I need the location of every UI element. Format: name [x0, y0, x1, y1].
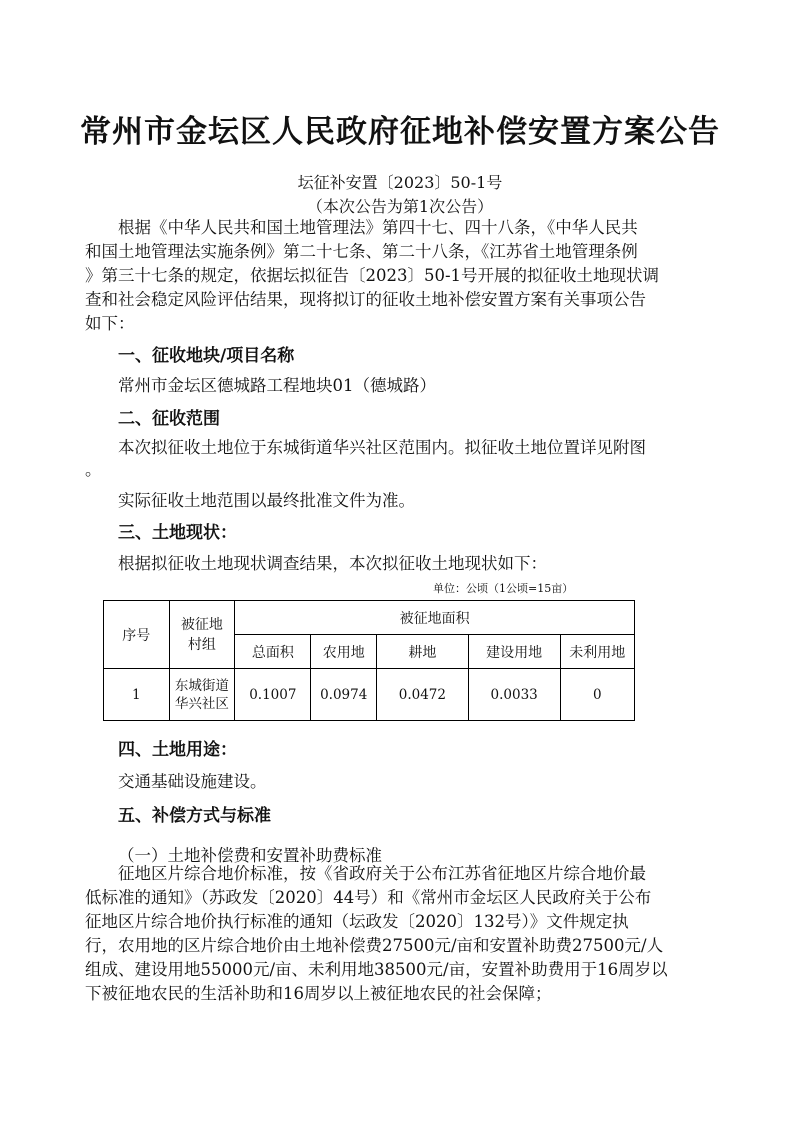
intro-line: 查和社会稳定风险评估结果，现将拟订的征收土地补偿安置方案有关事项公告 — [85, 290, 646, 309]
intro-line: 和国土地管理法实施条例》第二十七条、第二十八条，《江苏省土地管理条例 — [85, 242, 638, 261]
compensation-line: 低标准的通知》（苏政发〔2020〕44号）和《常州市金坛区人民政府关于公布 — [85, 888, 652, 907]
land-use-text: 交通基础设施建设。 — [118, 772, 267, 791]
unit-note: 单位：公顷（1公顷=15亩） — [433, 582, 574, 595]
page-title: 常州市金坛区人民政府征地补偿安置方案公告 — [80, 114, 720, 150]
header-cultivated: 耕地 — [376, 635, 468, 669]
intro-line: 如下： — [85, 314, 135, 333]
table-row — [104, 669, 635, 721]
scope-text-line: 。 — [85, 460, 102, 479]
header-total-area: 总面积 — [235, 635, 311, 669]
cell-construction: 0.0033 — [468, 669, 560, 721]
status-intro: 根据拟征收土地现状调查结果，本次拟征收土地现状如下： — [118, 554, 547, 573]
notice-count: （本次公告为第1次公告） — [306, 197, 494, 216]
compensation-line: 征地区片综合地价标准，按《省政府关于公布江苏省征地区片综合地价最 — [118, 864, 646, 883]
section-heading-1: 一、征收地块/项目名称 — [118, 346, 295, 366]
header-seq: 序号 — [104, 601, 170, 669]
intro-line: 根据《中华人民共和国土地管理法》第四十七、四十八条，《中华人民共 — [118, 218, 638, 237]
compensation-line: 下被征地农民的生活补助和16周岁以上被征地农民的社会保障； — [85, 984, 552, 1003]
header-agricultural: 农用地 — [311, 635, 377, 669]
compensation-line: 行，农用地的区片综合地价由土地补偿费27500元/亩和安置补助费27500元/人 — [85, 936, 664, 955]
cell-unused: 0 — [560, 669, 634, 721]
cell-village: 东城街道 华兴社区 — [169, 669, 235, 721]
compensation-line: 征地区片综合地价执行标准的通知（坛政发〔2020〕132号）》文件规定执 — [85, 912, 629, 931]
cell-agricultural: 0.0974 — [311, 669, 377, 721]
section-heading-4: 四、土地用途： — [118, 740, 237, 760]
header-village: 被征地 村组 — [169, 601, 235, 669]
land-status-table — [103, 600, 635, 721]
section-heading-5: 五、补偿方式与标准 — [118, 806, 271, 826]
header-unused: 未利用地 — [560, 635, 634, 669]
section-heading-3: 三、土地现状： — [118, 523, 237, 543]
scope-text-2: 实际征收土地范围以最终批准文件为准。 — [118, 491, 415, 510]
project-name: 常州市金坛区德城路工程地块01（德城路） — [118, 376, 436, 395]
scope-text-line: 本次拟征收土地位于东城街道华兴社区范围内。拟征收土地位置详见附图 — [118, 438, 646, 457]
header-area-group: 被征地面积 — [235, 601, 635, 635]
document-number: 坛征补安置〔2023〕50-1号 — [297, 173, 503, 192]
intro-line: 》第三十七条的规定，依据坛拟征告〔2023〕50-1号开展的拟征收土地现状调 — [85, 266, 660, 285]
subsection-heading: （一）土地补偿费和安置补助费标准 — [118, 846, 382, 865]
compensation-line: 组成、建设用地55000元/亩、未利用地38500元/亩，安置补助费用于16周岁以 — [85, 960, 668, 979]
cell-total-area: 0.1007 — [235, 669, 311, 721]
cell-seq: 1 — [104, 669, 170, 721]
cell-cultivated: 0.0472 — [376, 669, 468, 721]
header-construction: 建设用地 — [468, 635, 560, 669]
section-heading-2: 二、征收范围 — [118, 409, 220, 429]
